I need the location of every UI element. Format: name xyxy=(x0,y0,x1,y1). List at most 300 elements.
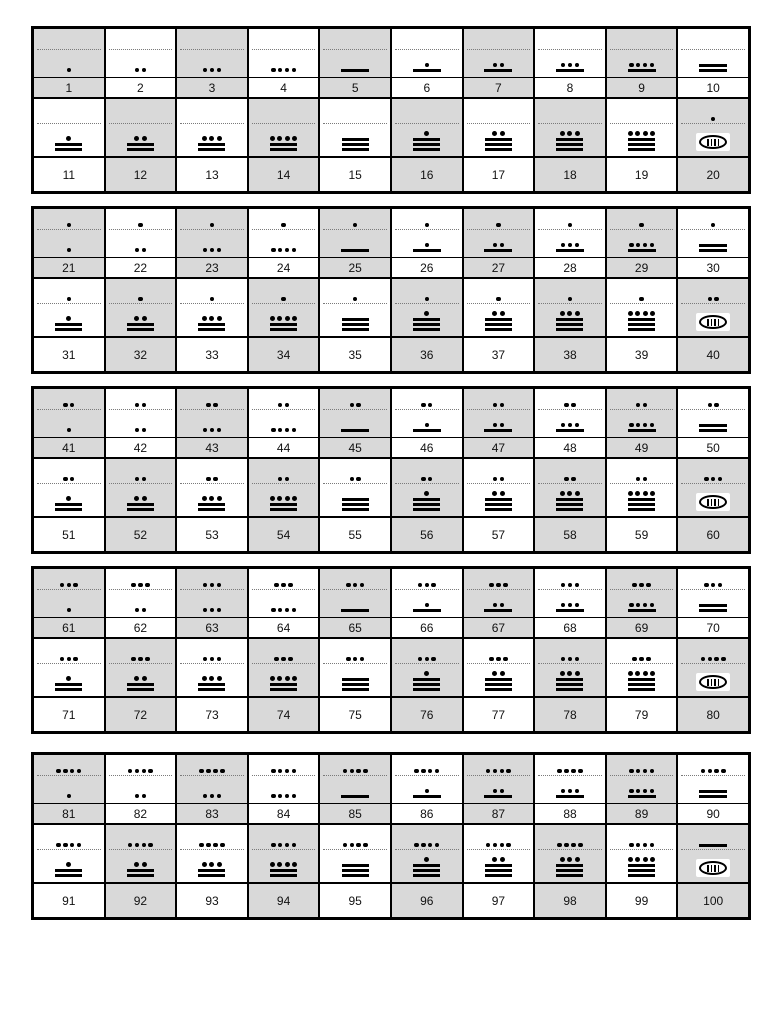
bar-mark xyxy=(270,874,297,877)
dot-mark xyxy=(493,789,498,794)
twenties-place xyxy=(320,279,390,301)
dot-group xyxy=(134,428,148,433)
number-label: 19 xyxy=(607,158,677,191)
dot-mark xyxy=(711,117,716,122)
maya-numeral-glyph xyxy=(678,99,748,156)
chart-block xyxy=(31,752,751,920)
dot-mark xyxy=(292,428,297,433)
dot-mark xyxy=(350,403,355,408)
units-place xyxy=(106,51,176,72)
units-place xyxy=(392,231,462,252)
units-place xyxy=(249,231,319,252)
number-label: 59 xyxy=(607,518,677,551)
maya-numeral-glyph xyxy=(34,99,104,156)
place-divider xyxy=(180,849,244,850)
number-label: 84 xyxy=(249,804,319,823)
units-place xyxy=(535,591,605,612)
dot-group xyxy=(130,657,151,662)
number-label: 71 xyxy=(34,698,104,731)
bar-mark xyxy=(270,683,297,686)
bar-mark xyxy=(556,795,584,798)
dot-group xyxy=(202,68,223,73)
number-label: 61 xyxy=(34,618,104,637)
shell-icon xyxy=(696,859,730,877)
place-divider xyxy=(109,483,173,484)
number-label: 87 xyxy=(464,804,534,823)
dot-group xyxy=(628,63,656,68)
place-divider xyxy=(538,409,602,410)
dot-mark xyxy=(285,403,290,408)
dot-mark xyxy=(202,676,207,681)
bar-mark xyxy=(342,869,369,872)
bar-mark xyxy=(127,683,154,686)
dot-mark xyxy=(500,857,505,862)
number-label: 33 xyxy=(177,338,247,371)
place-divider xyxy=(252,589,316,590)
number-label: 17 xyxy=(464,158,534,191)
dot-mark xyxy=(575,657,580,662)
number-label: 70 xyxy=(678,618,748,637)
units-place xyxy=(392,125,462,151)
twenties-place xyxy=(249,639,319,661)
units-place xyxy=(535,777,605,798)
units-place xyxy=(249,125,319,151)
dot-mark xyxy=(67,608,72,613)
number-label: 47 xyxy=(464,438,534,457)
dot-group xyxy=(563,403,577,408)
dot-group xyxy=(559,311,581,316)
units-place xyxy=(535,51,605,72)
place-divider xyxy=(681,775,745,776)
twenties-place xyxy=(607,459,677,481)
maya-numeral-glyph xyxy=(607,639,677,696)
number-label: 67 xyxy=(464,618,534,637)
units-place xyxy=(464,485,534,511)
units-place xyxy=(320,851,390,877)
place-divider xyxy=(395,663,459,664)
maya-numeral-glyph xyxy=(177,459,247,516)
maya-numeral-glyph xyxy=(535,569,605,617)
maya-numeral-glyph xyxy=(34,389,104,437)
number-label: 30 xyxy=(678,258,748,277)
number-label: 58 xyxy=(535,518,605,551)
dot-group xyxy=(627,311,657,316)
bar-mark xyxy=(413,864,440,867)
units-place xyxy=(320,777,390,798)
twenties-place xyxy=(177,209,247,227)
twenties-place xyxy=(464,755,534,773)
twenties-place xyxy=(177,755,247,773)
bar-mark xyxy=(628,869,655,872)
dot-mark xyxy=(202,496,207,501)
bar-mark xyxy=(628,138,655,141)
units-place xyxy=(464,125,534,151)
dot-group xyxy=(65,248,72,253)
dot-mark xyxy=(277,136,282,141)
dot-group xyxy=(133,316,148,321)
dot-mark xyxy=(424,671,429,676)
chart-block xyxy=(31,206,751,374)
number-label: 51 xyxy=(34,518,104,551)
dot-mark xyxy=(350,769,355,774)
dot-mark xyxy=(210,583,215,588)
units-place xyxy=(249,411,319,432)
dot-mark xyxy=(217,583,222,588)
dot-group xyxy=(133,862,148,867)
dot-mark xyxy=(568,583,573,588)
chart-block xyxy=(31,386,751,554)
dot-mark xyxy=(271,769,276,774)
units-place xyxy=(678,125,748,151)
place-divider xyxy=(681,589,745,590)
dot-mark xyxy=(353,297,358,302)
number-label: 12 xyxy=(106,158,176,191)
dot-mark xyxy=(428,477,433,482)
number-row xyxy=(34,258,748,277)
dot-mark xyxy=(561,243,566,248)
units-place xyxy=(249,777,319,798)
dot-group xyxy=(58,657,79,662)
dot-mark xyxy=(643,423,648,428)
dot-mark xyxy=(561,603,566,608)
dot-mark xyxy=(560,131,565,136)
number-label: 88 xyxy=(535,804,605,823)
number-label: 27 xyxy=(464,258,534,277)
twenties-place xyxy=(535,459,605,481)
number-label: 54 xyxy=(249,518,319,551)
bar-mark xyxy=(628,143,655,146)
dot-group xyxy=(134,477,148,482)
units-place xyxy=(34,665,104,691)
number-label: 46 xyxy=(392,438,462,457)
units-place xyxy=(249,851,319,877)
dot-mark xyxy=(428,769,433,774)
place-divider xyxy=(37,663,101,664)
dot-group xyxy=(133,676,148,681)
maya-numeral-glyph xyxy=(607,825,677,882)
dot-group xyxy=(269,496,299,501)
dot-mark xyxy=(70,403,75,408)
dot-group xyxy=(65,136,72,141)
units-place xyxy=(249,485,319,511)
dot-group xyxy=(209,297,216,302)
units-place xyxy=(392,591,462,612)
place-divider xyxy=(323,123,387,124)
dot-mark xyxy=(203,608,208,613)
dot-mark xyxy=(128,843,133,848)
twenties-place xyxy=(607,569,677,587)
dot-mark xyxy=(492,857,497,862)
maya-numeral-glyph xyxy=(392,825,462,882)
dot-group xyxy=(635,403,649,408)
maya-numeral-glyph xyxy=(678,639,748,696)
twenties-place xyxy=(320,639,390,661)
place-divider xyxy=(538,663,602,664)
dot-group xyxy=(628,603,656,608)
bar-mark xyxy=(485,498,512,501)
units-place xyxy=(392,777,462,798)
twenties-place xyxy=(607,639,677,661)
twenties-place xyxy=(464,279,534,301)
maya-numeral-glyph xyxy=(607,209,677,257)
twenties-place xyxy=(392,389,462,407)
units-place xyxy=(607,851,677,877)
number-label: 75 xyxy=(320,698,390,731)
bar-mark xyxy=(485,503,512,506)
dot-group xyxy=(130,583,151,588)
maya-numeral-glyph xyxy=(392,99,462,156)
units-place xyxy=(678,411,748,432)
dot-mark xyxy=(70,477,75,482)
dot-group xyxy=(706,403,720,408)
shell-icon xyxy=(696,493,730,511)
dot-mark xyxy=(567,131,572,136)
units-place xyxy=(106,777,176,798)
units-place xyxy=(34,411,104,432)
dot-mark xyxy=(346,657,351,662)
place-divider xyxy=(323,303,387,304)
number-label: 52 xyxy=(106,518,176,551)
dot-group xyxy=(55,843,83,848)
number-label: 32 xyxy=(106,338,176,371)
dot-mark xyxy=(206,477,211,482)
dot-group xyxy=(710,117,717,122)
place-divider xyxy=(610,229,674,230)
dot-mark xyxy=(714,403,719,408)
glyph-row xyxy=(34,99,748,156)
dot-mark xyxy=(643,789,648,794)
maya-numeral-glyph xyxy=(392,209,462,257)
dot-mark xyxy=(564,843,569,848)
units-place xyxy=(320,231,390,252)
twenties-place xyxy=(392,569,462,587)
bar-mark xyxy=(484,795,512,798)
dot-mark xyxy=(210,794,215,799)
dot-group xyxy=(559,857,581,862)
dot-mark xyxy=(270,862,275,867)
maya-numeral-glyph xyxy=(106,755,176,803)
number-label: 44 xyxy=(249,438,319,457)
dot-mark xyxy=(285,862,290,867)
bar-mark xyxy=(556,429,584,432)
place-divider xyxy=(467,663,531,664)
maya-numeral-glyph xyxy=(607,389,677,437)
place-divider xyxy=(180,589,244,590)
dot-mark xyxy=(643,63,648,68)
bar-mark xyxy=(270,869,297,872)
twenties-place xyxy=(535,569,605,587)
dot-mark xyxy=(142,477,147,482)
twenties-place xyxy=(249,459,319,481)
place-divider xyxy=(323,409,387,410)
dot-group xyxy=(201,136,223,141)
number-label: 99 xyxy=(607,884,677,917)
dot-mark xyxy=(278,477,283,482)
maya-numeral-glyph xyxy=(249,29,319,77)
dot-mark xyxy=(424,491,429,496)
number-label: 13 xyxy=(177,158,247,191)
dot-mark xyxy=(629,843,634,848)
maya-numeral-glyph xyxy=(464,99,534,156)
dot-mark xyxy=(561,583,566,588)
dot-mark xyxy=(67,428,72,433)
dot-group xyxy=(269,136,299,141)
place-divider xyxy=(395,123,459,124)
dot-mark xyxy=(568,223,573,228)
number-label: 22 xyxy=(106,258,176,277)
units-place xyxy=(678,305,748,331)
dot-group xyxy=(352,223,359,228)
chart-block xyxy=(31,566,751,734)
number-label: 28 xyxy=(535,258,605,277)
dot-mark xyxy=(632,583,637,588)
units-place xyxy=(320,591,390,612)
place-divider xyxy=(610,849,674,850)
maya-numeral-glyph xyxy=(34,279,104,336)
dot-mark xyxy=(718,583,723,588)
dot-group xyxy=(273,583,294,588)
units-place xyxy=(320,485,390,511)
twenties-place xyxy=(249,279,319,301)
bar-mark xyxy=(699,244,727,247)
dot-mark xyxy=(636,477,641,482)
dot-mark xyxy=(363,843,368,848)
bar-mark xyxy=(699,790,727,793)
units-place xyxy=(678,665,748,691)
bar-mark xyxy=(413,323,440,326)
dot-mark xyxy=(564,769,569,774)
dot-mark xyxy=(292,862,297,867)
number-label: 91 xyxy=(34,884,104,917)
dot-group xyxy=(413,769,441,774)
maya-numeral-glyph xyxy=(177,569,247,617)
dot-group xyxy=(198,843,226,848)
dot-mark xyxy=(711,583,716,588)
dot-mark xyxy=(343,843,348,848)
place-divider xyxy=(610,663,674,664)
dot-group xyxy=(416,657,437,662)
number-label: 92 xyxy=(106,884,176,917)
number-label: 85 xyxy=(320,804,390,823)
dot-mark xyxy=(646,657,651,662)
dot-mark xyxy=(285,794,290,799)
number-label: 82 xyxy=(106,804,176,823)
place-divider xyxy=(467,483,531,484)
dot-mark xyxy=(343,769,348,774)
units-place xyxy=(464,851,534,877)
dot-mark xyxy=(629,769,634,774)
dot-group xyxy=(201,316,223,321)
dot-mark xyxy=(492,671,497,676)
place-divider xyxy=(252,303,316,304)
dot-mark xyxy=(628,857,633,862)
dot-mark xyxy=(636,63,641,68)
dot-group xyxy=(277,477,291,482)
dot-mark xyxy=(206,403,211,408)
dot-mark xyxy=(500,403,505,408)
place-divider xyxy=(395,589,459,590)
dot-group xyxy=(202,608,223,613)
dot-mark xyxy=(292,248,297,253)
dot-mark xyxy=(635,671,640,676)
units-place xyxy=(607,485,677,511)
number-label: 39 xyxy=(607,338,677,371)
dot-mark xyxy=(628,131,633,136)
dot-mark xyxy=(356,843,361,848)
dot-mark xyxy=(70,769,75,774)
number-row xyxy=(34,698,748,731)
bar-mark xyxy=(628,318,655,321)
twenties-place xyxy=(34,99,104,121)
place-divider xyxy=(180,483,244,484)
bar-mark xyxy=(699,609,727,612)
dot-mark xyxy=(564,477,569,482)
dot-mark xyxy=(67,657,72,662)
twenties-place xyxy=(177,639,247,661)
dot-group xyxy=(560,63,581,68)
number-label: 9 xyxy=(607,78,677,97)
dot-group xyxy=(492,789,506,794)
dot-mark xyxy=(203,583,208,588)
dot-group xyxy=(202,248,223,253)
dot-mark xyxy=(571,843,576,848)
place-divider xyxy=(395,775,459,776)
dot-mark xyxy=(635,311,640,316)
number-label: 49 xyxy=(607,438,677,457)
dot-group xyxy=(201,676,223,681)
dot-mark xyxy=(650,311,655,316)
maya-numeral-glyph xyxy=(106,99,176,156)
dot-group xyxy=(413,843,441,848)
dot-group xyxy=(560,789,581,794)
dot-mark xyxy=(292,794,297,799)
dot-mark xyxy=(288,583,293,588)
units-place xyxy=(464,305,534,331)
dot-mark xyxy=(643,403,648,408)
dot-mark xyxy=(67,68,72,73)
dot-mark xyxy=(635,491,640,496)
dot-mark xyxy=(142,428,147,433)
dot-group xyxy=(495,223,502,228)
dot-group xyxy=(277,403,291,408)
dot-mark xyxy=(635,857,640,862)
shell-icon xyxy=(696,673,730,691)
units-place xyxy=(678,777,748,798)
shell-icon xyxy=(696,313,730,331)
twenties-place xyxy=(177,569,247,587)
dot-mark xyxy=(292,676,297,681)
bar-mark xyxy=(485,874,512,877)
dot-mark xyxy=(138,583,143,588)
bar-mark xyxy=(628,328,655,331)
place-divider xyxy=(37,123,101,124)
maya-numeral-glyph xyxy=(320,279,390,336)
dot-mark xyxy=(575,243,580,248)
dot-mark xyxy=(629,243,634,248)
dot-group xyxy=(560,603,581,608)
glyph-row xyxy=(34,29,748,77)
units-place xyxy=(678,231,748,252)
bar-mark xyxy=(342,138,369,141)
twenties-place xyxy=(535,755,605,773)
dot-mark xyxy=(493,843,498,848)
dot-mark xyxy=(425,583,430,588)
dot-mark xyxy=(220,843,225,848)
dot-mark xyxy=(142,862,147,867)
units-place xyxy=(34,231,104,252)
twenties-place xyxy=(34,459,104,481)
twenties-place xyxy=(678,209,748,227)
